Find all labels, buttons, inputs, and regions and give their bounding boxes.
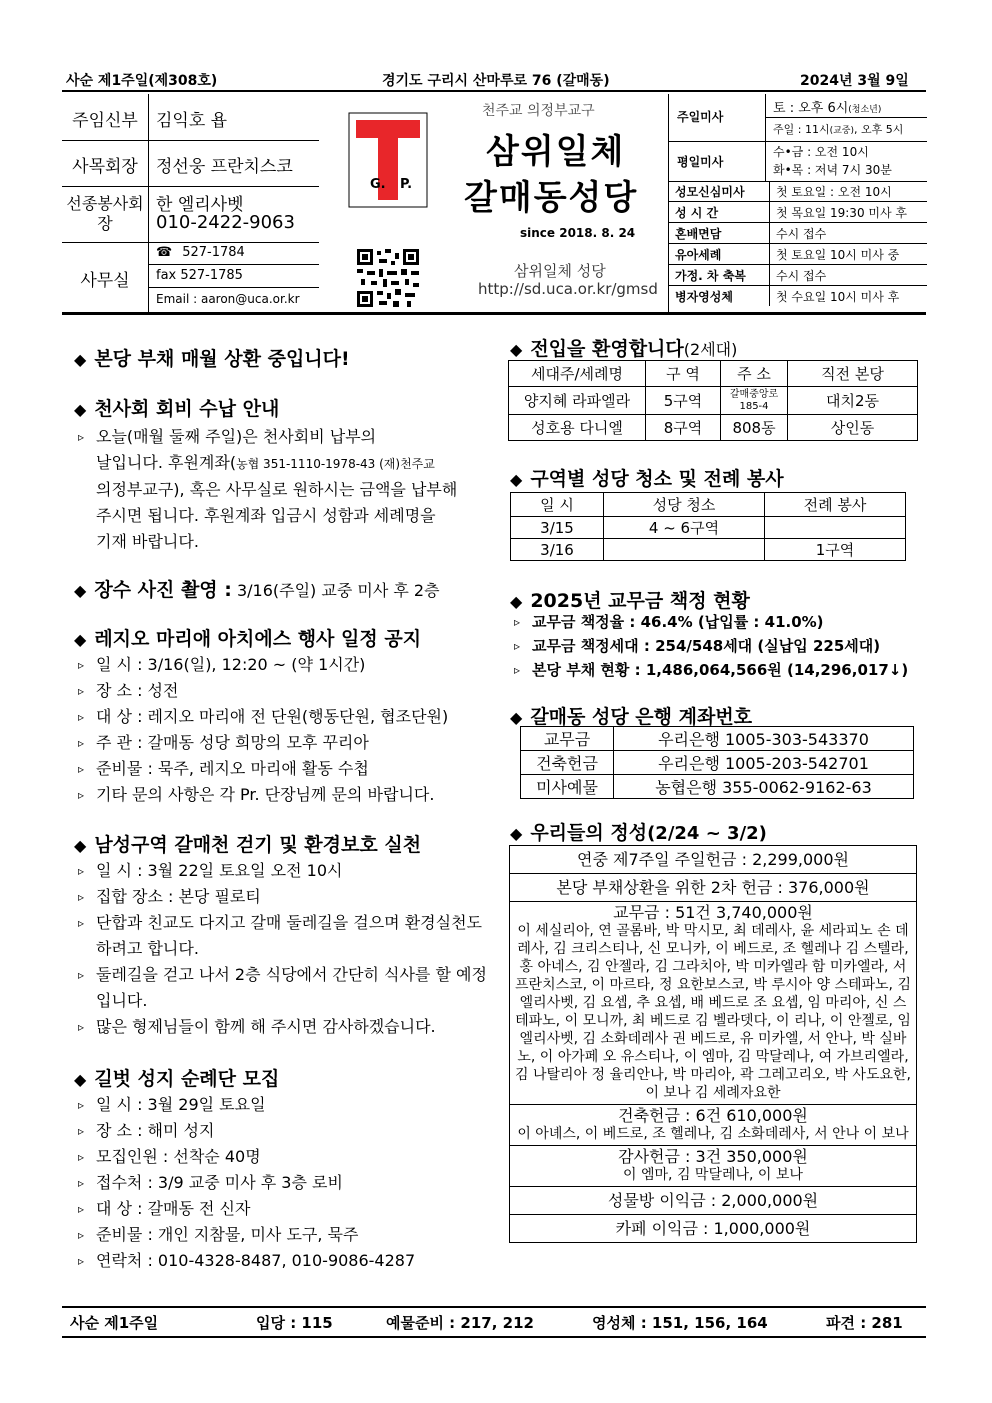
issue-date: 2024년 3월 9일 — [800, 73, 909, 89]
tithe-list — [510, 610, 920, 682]
funeral-name: 한 엘리사벳 — [156, 195, 244, 215]
staff-block — [62, 94, 319, 312]
table-row: 건축헌금 우리은행 1005-203-542701 — [521, 751, 914, 775]
church-name-1: 삼위일체 — [486, 132, 626, 172]
walk-list — [74, 858, 494, 1040]
section-angel-fee: ◆ 천사회 회비 수납 안내 — [74, 398, 280, 420]
list-item: ▹ 교무금 책정율 : 46.4% (납입률 : 41.0%) — [510, 610, 920, 634]
list-item: ▹ 대 상 : 갈매동 전 신자 — [74, 1196, 494, 1222]
office-fax: fax 527-1785 — [156, 268, 243, 283]
list-item: ▹ 많은 형제님들이 함께 해 주시면 감사하겠습니다. — [74, 1014, 494, 1040]
mass-schedule — [668, 94, 927, 312]
service-row: 가정. 차 축복 수시 접수 — [669, 265, 927, 286]
table-row: 3/15 4 ~ 6구역 — [511, 517, 906, 539]
address: 경기도 구리시 산마루로 76 (갈매동) — [382, 73, 610, 89]
table-row: 교무금 우리은행 1005-303-543370 — [521, 727, 914, 751]
staff-row-funeral — [62, 186, 319, 243]
section-debt: ◆ 본당 부채 매월 상환 중입니다! — [74, 348, 350, 370]
office-label: 사무실 — [80, 271, 130, 291]
service-row: 유아세례 첫 토요일 10시 미사 중 — [669, 244, 927, 265]
church-name-2: 갈매동성당 — [464, 178, 639, 218]
list-item: ▹ 준비물 : 개인 지참물, 미사 도구, 묵주 — [74, 1222, 494, 1248]
council-name: 정선웅 프란치스코 — [156, 157, 293, 177]
office-tel-number: 527-1784 — [182, 245, 245, 260]
sunday-mass-label: 주일미사 — [677, 110, 724, 124]
office-email[interactable]: Email : aaron@uca.or.kr — [156, 292, 300, 306]
footer-communion: 영성체 : 151, 156, 164 — [592, 1314, 768, 1332]
other-services-table — [669, 181, 927, 306]
table-row: 감사헌금 : 3건 350,000원 이 엠마, 김 막달레나, 이 보나 — [510, 1146, 917, 1187]
list-item: ▹ 단합과 친교도 다지고 갈매 둘레길을 걸으며 환경실천도 하려고 합니다. — [74, 910, 494, 962]
saturday-mass: 토 : 오후 6시(청소년) — [773, 101, 882, 116]
phone-icon: ☎ — [156, 245, 173, 260]
svg-text:P.: P. — [400, 177, 413, 192]
list-item: ▹ 교무금 책정세대 : 254/548세대 (실납입 225세대) — [510, 634, 920, 658]
site-name: 삼위일체 성당 — [514, 262, 606, 280]
list-item: ▹ 장 소 : 해미 성지 — [74, 1118, 494, 1144]
section-pilgrimage: ◆ 길벗 성지 순례단 모집 — [74, 1068, 280, 1090]
section-legio: ◆ 레지오 마리애 아치에스 행사 일정 공지 — [74, 628, 422, 650]
pastor-name: 김익호 욥 — [156, 111, 228, 131]
sunday-mass: 주일 : 11시(교중), 오후 5시 — [773, 123, 904, 136]
section-tithe: ◆ 2025년 교무금 책정 현황 — [510, 590, 750, 612]
qr-code[interactable] — [357, 249, 419, 307]
staff-row-pastor — [62, 94, 319, 141]
list-item: ▹ 대 상 : 레지오 마리애 전 단원(행동단원, 협조단원) — [74, 704, 498, 730]
qr-code-icon — [357, 249, 419, 307]
table-row: 연중 제7주일 주일헌금 : 2,299,000원 — [510, 846, 917, 874]
tue-thu-mass: 화•목 : 저녁 7시 30분 — [773, 163, 892, 177]
sunday-mass-row — [669, 94, 927, 142]
section-cleaning: ◆ 구역별 성당 청소 및 전례 봉사 — [510, 468, 784, 490]
list-item: ▹ 기타 문의 사항은 각 Pr. 단장님께 문의 바랍니다. — [74, 782, 498, 808]
table-row: 본당 부채상환을 위한 2차 헌금 : 376,000원 — [510, 874, 917, 902]
cleaning-table — [510, 492, 906, 561]
section-walk: ◆ 남성구역 갈매천 걷기 및 환경보호 실천 — [74, 834, 422, 856]
table-row: 건축헌금 : 6건 610,000원 이 아녜스, 이 베드로, 조 헬레나, 김 소화데레사, 서 안나 이 보나 — [510, 1105, 917, 1146]
section-bank: ◆ 갈매동 성당 은행 계좌번호 — [510, 706, 753, 728]
weekday-mass-label: 평일미사 — [677, 155, 724, 169]
staff-row-council — [62, 140, 319, 187]
diocese: 천주교 의정부교구 — [482, 103, 595, 119]
table-row: 3/16 1구역 — [511, 539, 906, 561]
footer-week: 사순 제1주일 — [70, 1314, 159, 1332]
list-item: ▹ 연락처 : 010-4328-8487, 010-9086-4287 — [74, 1248, 494, 1274]
offerings-table — [509, 845, 917, 1243]
table-row: 성물방 이익금 : 2,000,000원 — [510, 1187, 917, 1215]
funeral-label: 선종봉사회장 — [66, 194, 144, 233]
list-item: ▹ 장 소 : 성전 — [74, 678, 498, 704]
office-block — [62, 242, 319, 312]
section-welcome: ◆ 전입을 환영합니다(2세대) — [510, 338, 738, 360]
site-url[interactable]: http://sd.uca.or.kr/gmsd — [478, 280, 658, 298]
service-row: 병자영성체 첫 수요일 10시 미사 후 — [669, 286, 927, 307]
service-row: 성모신심미사 첫 토요일 : 오전 10시 — [669, 181, 927, 202]
service-row: 성 시 간 첫 목요일 19:30 미사 후 — [669, 202, 927, 223]
footer-bottom-rule — [62, 1336, 926, 1338]
office-tel — [156, 245, 245, 260]
footer-offertory: 예물준비 : 217, 212 — [386, 1314, 534, 1332]
footer-top-rule — [62, 1306, 926, 1308]
since-date: since 2018. 8. 24 — [520, 226, 636, 240]
wed-fri-mass: 수•금 : 오전 10시 — [773, 145, 869, 159]
church-logo — [348, 112, 428, 208]
list-item: ▹ 주 관 : 갈매동 성당 희망의 모후 꾸리아 — [74, 730, 498, 756]
header-bottom-rule — [62, 312, 926, 315]
list-item: ▹ 일 시 : 3월 22일 토요일 오전 10시 — [74, 858, 494, 884]
section-offerings: ◆ 우리들의 정성(2/24 ~ 3/2) — [510, 822, 767, 844]
footer-entrance: 입당 : 115 — [256, 1314, 333, 1332]
list-item: ▹ 일 시 : 3/16(일), 12:20 ~ (약 1시간) — [74, 652, 498, 678]
list-item: ▹ 집합 장소 : 본당 필로티 — [74, 884, 494, 910]
weekday-mass-row — [669, 141, 927, 182]
list-item: ▹ 본당 부채 현황 : 1,486,064,566원 (14,296,017↓) — [510, 658, 920, 682]
issue-info: 사순 제1주일(제308호) — [66, 73, 218, 89]
list-item: ▹ 준비물 : 묵주, 레지오 마리애 활동 수첩 — [74, 756, 498, 782]
footer-dismissal: 파견 : 281 — [826, 1314, 903, 1332]
list-item: ▹ 모집인원 : 선착순 40명 — [74, 1144, 494, 1170]
table-row: 미사예물 농협은행 355-0062-9162-63 — [521, 775, 914, 799]
funeral-phone: 010-2422-9063 — [156, 212, 295, 233]
list-item: ▹ 일 시 : 3월 29일 토요일 — [74, 1092, 494, 1118]
header-top-rule — [62, 90, 926, 92]
section-portrait: ◆ 장수 사진 촬영 : 3/16(주일) 교중 미사 후 2층 — [74, 579, 440, 601]
welcome-table — [508, 360, 918, 441]
angel-fee-text: ▹ 오늘(매월 둘째 주일)은 천사회비 납부의 날입니다. 후원계좌(농협 351-1110-1978-43 (재)천주교 의정부교구), 혹은 사무실로 원하시는 금액을 납부해 주시면 됩니다. 후원계좌 입금시 성함과 세례명을 기재 바랍니다. — [78, 427, 458, 551]
bank-table — [520, 726, 914, 799]
list-item: ▹ 접수처 : 3/9 교중 미사 후 3층 로비 — [74, 1170, 494, 1196]
pilgrimage-list — [74, 1092, 494, 1274]
council-label: 사목회장 — [72, 157, 138, 177]
table-header: 일 시 성당 청소 전례 봉사 — [511, 493, 906, 517]
church-logo-svg — [348, 112, 428, 208]
pastor-label: 주임신부 — [72, 111, 138, 131]
service-row: 혼배면담 수시 접수 — [669, 223, 927, 244]
svg-text:G.: G. — [370, 177, 386, 192]
list-item: ▹ 둘레길을 걷고 나서 2층 식당에서 간단히 식사를 할 예정입니다. — [74, 962, 494, 1014]
table-row: 교무금 : 51건 3,740,000원 이 세실리아, 연 골롬바, 박 막시모, 최 데레사, 윤 세라피노 손 데레사, 김 크리스티나, 신 모니카, 이 베드로, 조 헬레나 김 스텔라, 홍 아네스, 김 안젤라, 김 그라치아, 박 미카엘라 함 미카엘라, 서 프란치스코, 이 마르타, 정 요한보스코, 박 루시아 양 스테파노, 김 엘리사벳, 김 요셉, 추 요셉, 배 베드로 조 요셉, 임 마리아, 신 스테파노, 이 모니까, 최 베드로 김 벨라뎃다, 이 리나, 이 안젤로, 임 엘리사벳, 김 소화데레사 권 베드로, 유 미카엘, 서 안나, 박 실바노, 이 아가페 오 유스티나, 이 엠마, 김 막달레나, 여 가브리엘라, 김 나탈리아 정 율리안나, 박 마리아, 곽 그레고리오, 박 사도요한, 이 보나 김 세례자요한 — [510, 902, 917, 1105]
table-row: 성호용 다니엘 8구역 808동 상인동 — [509, 415, 918, 441]
legio-list — [74, 652, 498, 808]
table-row: 카페 이익금 : 1,000,000원 — [510, 1215, 917, 1243]
table-header: 세대주/세례명 구 역 주 소 직전 본당 — [509, 361, 918, 387]
table-row: 양지혜 라파엘라 5구역 갈매중앙로 185-4 대치2동 — [509, 387, 918, 415]
